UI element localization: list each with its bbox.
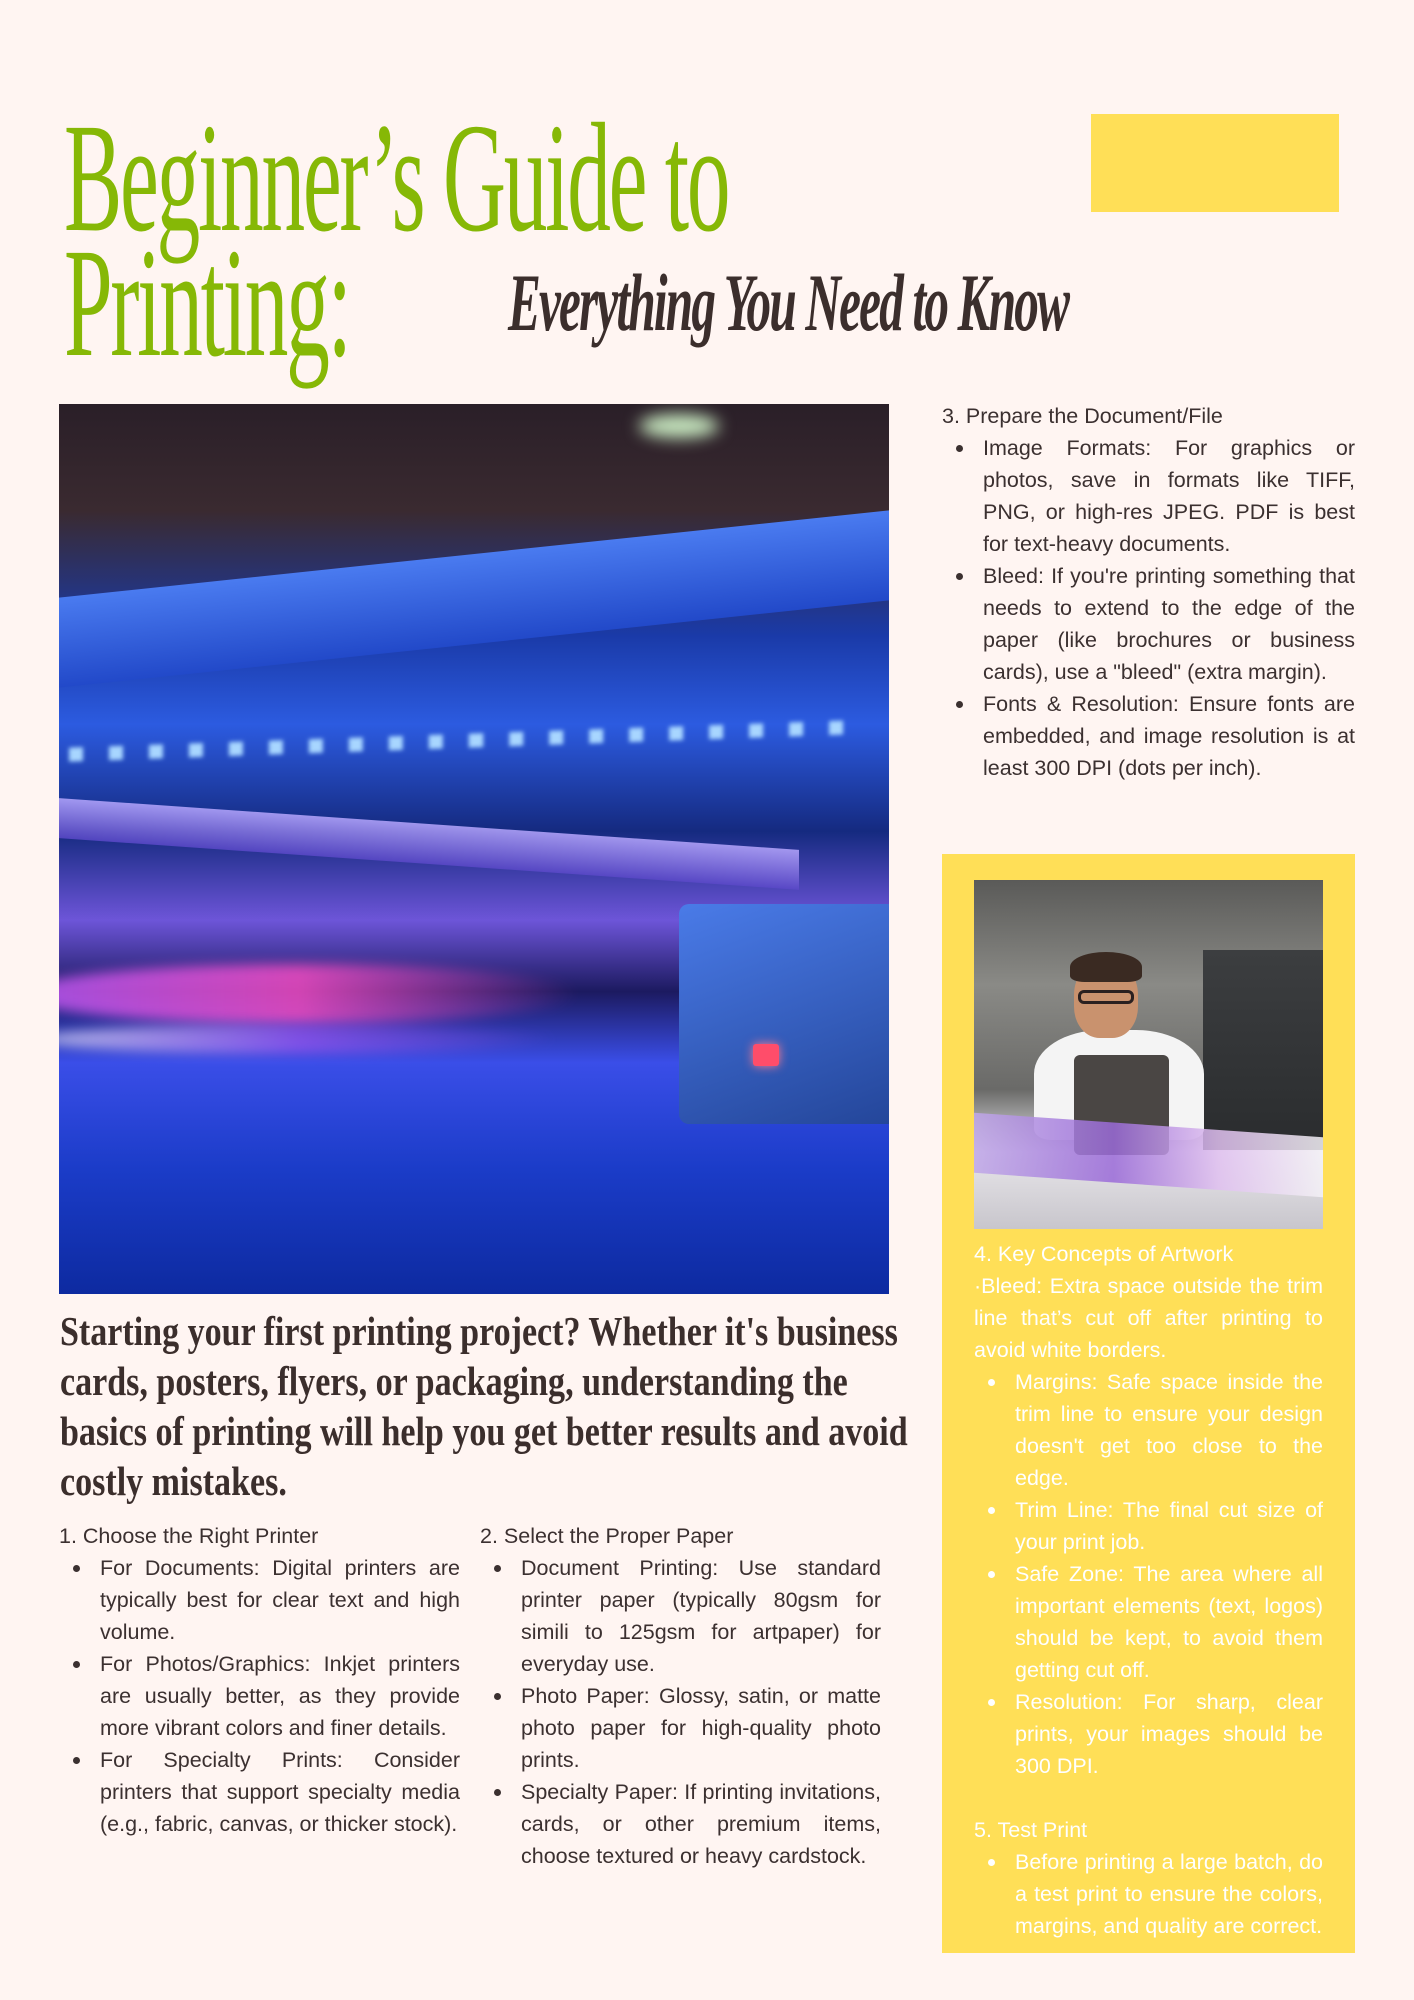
list-item: Specialty Paper: If printing invitations, cards, or other premium items, choose textured or heavy cardstock. [480,1776,881,1872]
subtitle: Everything You Need to Know [508,257,1069,348]
bullet-list [59,1552,460,1840]
section-heading: 4. Key Concepts of Artwork [974,1242,1234,1266]
printer-lights [69,720,849,761]
printer-photo [59,404,889,1294]
list-item: Margins: Safe space inside the trim line to ensure your design doesn't get too close to the edge. [974,1366,1323,1494]
section-heading: 3. Prepare the Document/File [942,404,1223,428]
list-item: Fonts & Resolution: Ensure fonts are embedded, and image resolution is at least 300 DPI (dots per inch). [942,688,1355,784]
section-test-print [974,1814,1323,1942]
list-item: Trim Line: The final cut size of your print job. [974,1494,1323,1558]
title-line-2: Printing: [64,216,350,389]
list-item: For Documents: Digital printers are typically best for clear text and high volume. [59,1552,460,1648]
light-streak [59,964,579,1024]
printer-control-panel [679,904,889,1124]
list-item: Document Printing: Use standard printer paper (typically 80gsm for simili to 125gsm for artpaper) for everyday use. [480,1552,881,1680]
title-line-1: Beginner’s Guide to [64,91,729,264]
light-streak [59,1024,559,1054]
printer-red-button [753,1044,779,1066]
bleed-definition: ·Bleed: Extra space outside the trim line that’s cut off after printing to avoid white borders. [974,1274,1323,1362]
bullet-list [480,1552,881,1872]
list-item: For Photos/Graphics: Inkjet printers are usually better, as they provide more vibrant colors and finer details. [59,1648,460,1744]
press-machine [1203,950,1323,1150]
ceiling-lamp-glow [639,414,719,438]
printer-rail [59,798,799,890]
section-key-concepts [974,1238,1323,1782]
section-heading: 2. Select the Proper Paper [480,1524,734,1548]
list-item: Photo Paper: Glossy, satin, or matte photo paper for high-quality photo prints. [480,1680,881,1776]
section-heading: 5. Test Print [974,1818,1088,1842]
worker-photo [974,880,1323,1229]
intro-paragraph: Starting your first printing project? Whether it's business cards, posters, flyers, or packaging, understanding the basics of printing will help you get better results and avoid costly mistakes. [60,1308,908,1504]
list-item: Image Formats: For graphics or photos, save in formats like TIFF, PNG, or high-res JPEG. PDF is best for text-heavy documents. [942,432,1355,560]
list-item: Bleed: If you're printing something that needs to extend to the edge of the paper (like brochures or business cards), use a "bleed" (extra margin). [942,560,1355,688]
worker-glasses [1078,990,1134,1004]
accent-rectangle [1091,114,1339,212]
bullet-list [974,1846,1323,1942]
section-select-paper [480,1520,881,1872]
list-item: Safe Zone: The area where all important elements (text, logos) should be kept, to avoid them getting cut off. [974,1558,1323,1686]
bullet-list [942,432,1355,784]
list-item: Resolution: For sharp, clear prints, your images should be 300 DPI. [974,1686,1323,1782]
worker-hair [1070,952,1142,982]
section-choose-printer [59,1520,460,1840]
list-item: For Specialty Prints: Consider printers that support specialty media (e.g., fabric, canvas, or thicker stock). [59,1744,460,1840]
bullet-list [974,1366,1323,1782]
list-item: Before printing a large batch, do a test print to ensure the colors, margins, and quality are correct. [974,1846,1323,1942]
section-heading: 1. Choose the Right Printer [59,1524,319,1548]
section-prepare-document [942,400,1355,784]
printer-body [59,510,889,687]
